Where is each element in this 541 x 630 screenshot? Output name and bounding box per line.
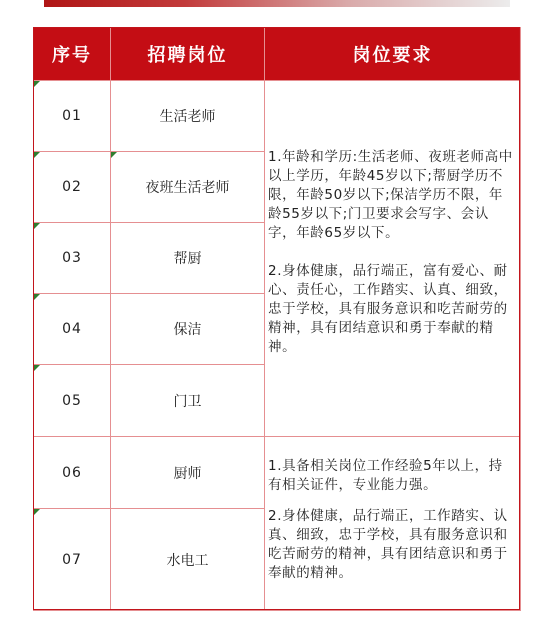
row-number: 04 xyxy=(34,294,111,365)
row-position: 门卫 xyxy=(111,365,265,437)
row-position: 保洁 xyxy=(111,294,265,365)
cell-corner-mark xyxy=(34,294,40,300)
header-position: 招聘岗位 xyxy=(111,28,265,81)
table-row xyxy=(34,437,521,509)
row-number: 06 xyxy=(34,437,111,509)
cell-corner-mark xyxy=(111,152,117,158)
row-number: 02 xyxy=(34,152,111,223)
row-number: 01 xyxy=(34,81,111,152)
requirements-cell-group1 xyxy=(265,81,521,437)
top-decorative-bar xyxy=(44,0,510,7)
row-number: 03 xyxy=(34,223,111,294)
recruitment-table xyxy=(33,27,521,611)
header-requirements: 岗位要求 xyxy=(265,28,521,81)
requirement-item: 1.年龄和学历:生活老师、夜班老师高中以上学历，年龄45岁以下;帮厨学历不限，年龄50岁以下;保洁学历不限，年龄55岁以下;门卫要求会写字、会认字，年龄65岁以下。 xyxy=(268,149,513,241)
header-number: 序号 xyxy=(34,28,111,81)
table-row xyxy=(34,81,521,152)
cell-corner-mark xyxy=(34,223,40,229)
cell-corner-mark xyxy=(34,152,40,158)
cell-corner-mark xyxy=(34,509,40,515)
requirement-item: 2.身体健康，品行端正，工作踏实、认真、细致，忠于学校，具有服务意识和吃苦耐劳的精神，具有团结意识和勇于奉献的精神。 xyxy=(268,508,508,581)
requirement-item: 1.具备相关岗位工作经验5年以上，持有相关证件，专业能力强。 xyxy=(268,458,503,493)
row-position: 夜班生活老师 xyxy=(111,152,265,223)
requirement-item: 2.身体健康，品行端正，富有爱心、耐心、责任心，工作踏实、认真、细致，忠于学校，具有服务意识和吃苦耐劳的精神，具有团结意识和勇于奉献的精神。 xyxy=(268,263,508,355)
row-position: 生活老师 xyxy=(111,81,265,152)
row-number: 05 xyxy=(34,365,111,437)
requirements-cell-group2 xyxy=(265,437,521,611)
row-position: 水电工 xyxy=(111,509,265,611)
cell-corner-mark xyxy=(34,81,40,87)
row-position: 帮厨 xyxy=(111,223,265,294)
row-number: 07 xyxy=(34,509,111,611)
row-position: 厨师 xyxy=(111,437,265,509)
cell-corner-mark xyxy=(34,365,40,371)
table-header-row xyxy=(34,28,521,81)
